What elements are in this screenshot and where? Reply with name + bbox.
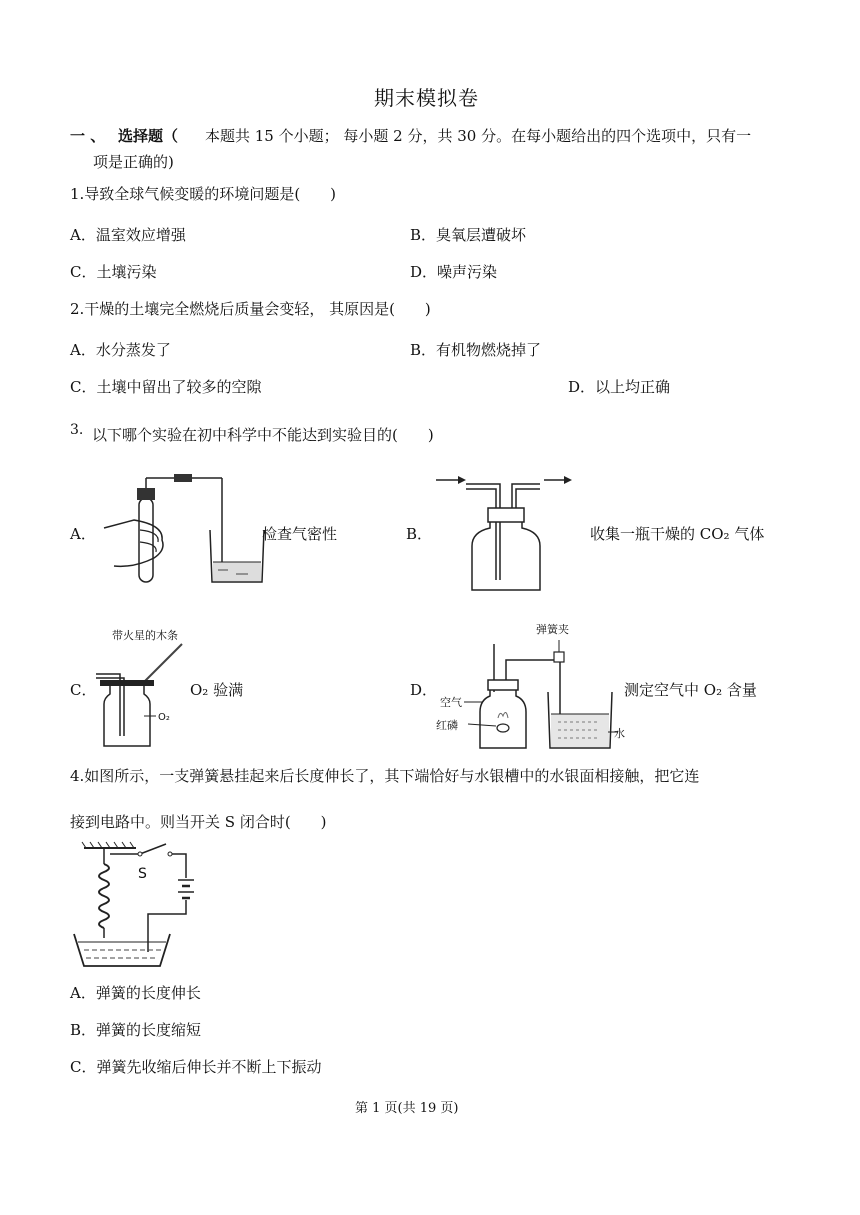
airtightness-apparatus-figure <box>104 470 269 585</box>
q3-option-b-caption: 收集一瓶干燥的 CO₂ 气体 <box>590 525 765 543</box>
q3-d-label-clip: 弹簧夹 <box>536 623 569 636</box>
q4-option-c: C．弹簧先收缩后伸长并不断上下振动 <box>70 1058 322 1076</box>
q1-option-b: B．臭氧层遭破坏 <box>410 226 527 244</box>
q3-option-c-caption: O₂ 验满 <box>190 681 244 699</box>
q3-option-d-letter: D． <box>410 681 438 699</box>
spring-circuit-figure <box>70 842 220 972</box>
section-heading-text: 本题共 15 个小题； 每小题 2 分，共 30 分。在每小题给出的四个选项中，只有一 <box>205 127 752 145</box>
q3-option-c-letter: C． <box>70 681 97 699</box>
q2-stem: 2.干燥的土壤完全燃烧后质量会变轻， 其原因是( ) <box>70 300 431 318</box>
page-footer: 第 1 页(共 19 页) <box>355 1101 459 1116</box>
q1-option-c: C．土壤污染 <box>70 263 157 281</box>
q2-option-d: D．以上均正确 <box>568 378 671 396</box>
q4-option-a: A．弹簧的长度伸长 <box>70 984 201 1002</box>
section-heading-bold: 选择题（ <box>118 127 179 145</box>
air-oxygen-content-figure <box>440 622 625 752</box>
q3-d-label-air: 空气 <box>440 696 462 709</box>
page-title: 期末模拟卷 <box>374 86 479 110</box>
q3-option-b-letter: B． <box>406 525 433 543</box>
q3-c-label-o2: O₂ <box>158 712 170 723</box>
q3-d-label-phosphorus: 红磷 <box>436 719 458 732</box>
q3-option-d-caption: 测定空气中 O₂ 含量 <box>624 681 757 699</box>
section-number: 一 、 <box>70 127 106 145</box>
q4-fig-switch-label: S <box>138 866 147 882</box>
q3-option-a-letter: A． <box>70 525 96 543</box>
q2-option-b: B．有机物燃烧掉了 <box>410 341 542 359</box>
gas-bottle-figure <box>436 470 586 595</box>
section-heading-line2: 项是正确的) <box>93 153 174 171</box>
q3-number: 3. <box>70 422 84 438</box>
q3-c-label-match: 带火星的木条 <box>112 629 178 642</box>
q3-stem: 以下哪个实验在初中科学中不能达到实验目的( ) <box>92 426 434 444</box>
q4-stem-line2: 接到电路中。则当开关 S 闭合时( ) <box>70 813 327 831</box>
q1-stem: 1.导致全球气候变暖的环境问题是( ) <box>70 185 337 203</box>
q2-option-a: A．水分蒸发了 <box>70 341 171 359</box>
q1-option-d: D．噪声污染 <box>410 263 498 281</box>
q3-d-label-water: 水 <box>614 727 625 740</box>
q4-option-b: B．弹簧的长度缩短 <box>70 1021 202 1039</box>
q4-stem-line1: 4.如图所示，一支弹簧悬挂起来后长度伸长了，其下端恰好与水银槽中的水银面相接触，把它连 <box>70 767 700 785</box>
q1-option-a: A．温室效应增强 <box>70 226 186 244</box>
q3-option-a-caption: 检查气密性 <box>262 525 338 543</box>
q2-option-c: C．土壤中留出了较多的空隙 <box>70 378 262 396</box>
